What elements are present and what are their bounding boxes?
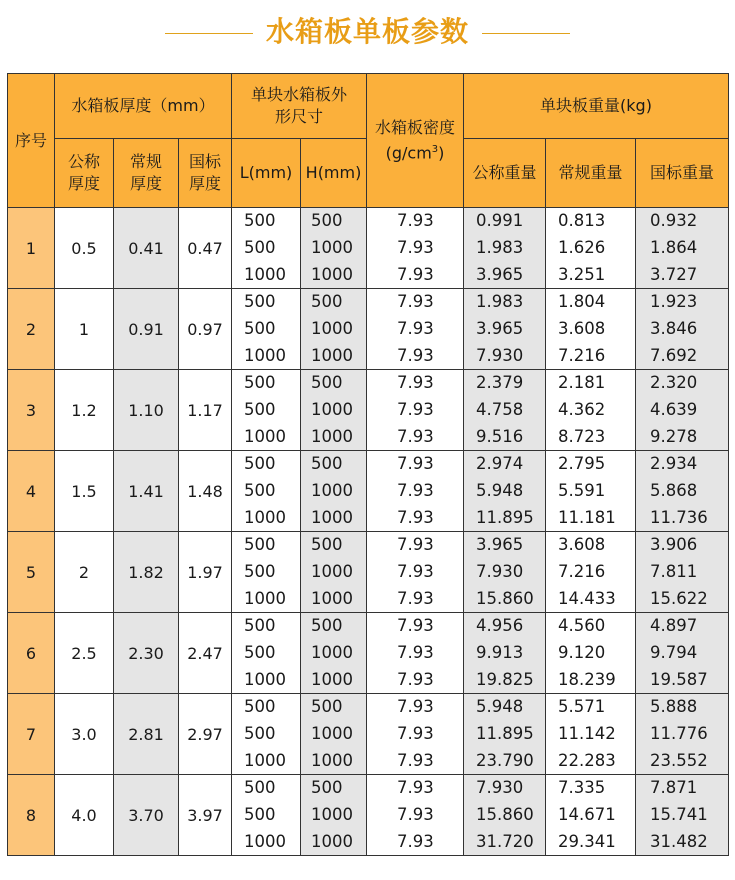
national-thickness-cell: 0.47 <box>179 208 232 289</box>
nominal-thickness-cell: 1.5 <box>55 451 114 532</box>
regular-weight-cell-value: 4.560 <box>558 616 606 636</box>
density-cell-value: 7.93 <box>397 399 434 419</box>
regular-weight-cell <box>546 451 636 532</box>
height-cell-value: 1000 <box>311 669 353 689</box>
nominal-weight-cell-value: 11.895 <box>476 507 534 527</box>
density-cell-value: 7.93 <box>397 723 434 743</box>
regular-weight-cell <box>546 532 636 613</box>
nominal-weight-cell <box>464 289 546 370</box>
national-weight-cell-value: 5.868 <box>650 480 698 500</box>
national-thickness-cell: 3.97 <box>179 775 232 856</box>
density-cell-value: 7.93 <box>397 480 434 500</box>
regular-thickness-cell: 1.10 <box>114 370 179 451</box>
header-size-group-label: 单块水箱板外形尺寸 <box>251 85 348 126</box>
density-cell-value: 7.93 <box>397 561 434 581</box>
regular-weight-cell-value: 3.608 <box>558 535 606 555</box>
national-weight-cell-value: 1.864 <box>650 237 698 257</box>
nominal-thickness-cell: 3.0 <box>55 694 114 775</box>
height-cell-value: 1000 <box>311 507 353 527</box>
national-weight-cell-value: 4.897 <box>650 616 698 636</box>
height-cell-value: 1000 <box>311 264 353 284</box>
height-cell <box>301 451 367 532</box>
length-cell-value: 500 <box>244 373 276 393</box>
height-cell <box>301 694 367 775</box>
height-cell <box>301 613 367 694</box>
height-cell-value: 500 <box>311 454 343 474</box>
table-row <box>8 451 729 532</box>
nominal-weight-cell <box>464 613 546 694</box>
length-cell-value: 500 <box>244 723 276 743</box>
length-cell <box>232 532 301 613</box>
height-cell-value: 1000 <box>311 750 353 770</box>
regular-weight-cell-value: 5.571 <box>558 697 606 717</box>
nominal-weight-cell-value: 3.965 <box>476 535 524 555</box>
density-cell <box>367 289 464 370</box>
national-weight-cell-value: 4.639 <box>650 399 698 419</box>
length-cell-value: 500 <box>244 697 276 717</box>
length-cell <box>232 694 301 775</box>
regular-weight-cell <box>546 208 636 289</box>
regular-weight-cell-value: 14.433 <box>558 588 616 608</box>
national-weight-cell-value: 1.923 <box>650 292 698 312</box>
nominal-weight-cell <box>464 208 546 289</box>
row-index: 1 <box>8 208 55 289</box>
header-density <box>367 74 464 208</box>
nominal-weight-cell-value: 3.965 <box>476 264 524 284</box>
row-index: 4 <box>8 451 55 532</box>
density-cell-value: 7.93 <box>397 588 434 608</box>
length-cell-value: 500 <box>244 237 276 257</box>
density-cell-value: 7.93 <box>397 454 434 474</box>
national-thickness-cell: 0.97 <box>179 289 232 370</box>
height-cell-value: 500 <box>311 535 343 555</box>
density-cell-value: 7.93 <box>397 697 434 717</box>
density-cell-value: 7.93 <box>397 345 434 365</box>
density-cell <box>367 694 464 775</box>
national-thickness-cell: 2.97 <box>179 694 232 775</box>
national-weight-cell-value: 3.906 <box>650 535 698 555</box>
national-weight-cell <box>636 532 729 613</box>
header-density-label: 水箱板密度 <box>375 117 456 137</box>
length-cell-value: 500 <box>244 561 276 581</box>
density-cell-value: 7.93 <box>397 264 434 284</box>
regular-weight-cell-value: 22.283 <box>558 750 616 770</box>
density-cell-value: 7.93 <box>397 669 434 689</box>
length-cell-value: 500 <box>244 292 276 312</box>
national-weight-cell-value: 15.622 <box>650 588 708 608</box>
nominal-weight-cell <box>464 370 546 451</box>
national-weight-cell <box>636 694 729 775</box>
density-cell-value: 7.93 <box>397 642 434 662</box>
header-nominal-weight: 公称重量 <box>464 139 546 208</box>
national-weight-cell-value: 9.794 <box>650 642 698 662</box>
length-cell-value: 1000 <box>244 426 286 446</box>
density-cell-value: 7.93 <box>397 318 434 338</box>
header-thickness-group: 水箱板厚度（mm） <box>55 74 232 139</box>
height-cell-value: 1000 <box>311 426 353 446</box>
density-cell-value: 7.93 <box>397 750 434 770</box>
nominal-weight-cell-value: 9.516 <box>476 426 524 446</box>
national-thickness-cell: 1.17 <box>179 370 232 451</box>
length-cell-value: 1000 <box>244 669 286 689</box>
length-cell <box>232 370 301 451</box>
table-row <box>8 370 729 451</box>
regular-weight-cell-value: 1.804 <box>558 292 606 312</box>
national-weight-cell-value: 7.871 <box>650 778 698 798</box>
height-cell-value: 500 <box>311 778 343 798</box>
nominal-thickness-cell: 1.2 <box>55 370 114 451</box>
density-cell-value: 7.93 <box>397 507 434 527</box>
regular-thickness-cell: 1.41 <box>114 451 179 532</box>
length-cell <box>232 451 301 532</box>
national-weight-cell-value: 19.587 <box>650 669 708 689</box>
length-cell-value: 1000 <box>244 831 286 851</box>
density-cell <box>367 208 464 289</box>
regular-weight-cell-value: 7.216 <box>558 345 606 365</box>
regular-weight-cell-value: 18.239 <box>558 669 616 689</box>
national-thickness-cell: 2.47 <box>179 613 232 694</box>
height-cell <box>301 532 367 613</box>
table-row <box>8 613 729 694</box>
regular-weight-cell-value: 9.120 <box>558 642 606 662</box>
regular-weight-cell-value: 1.626 <box>558 237 606 257</box>
height-cell-value: 1000 <box>311 588 353 608</box>
nominal-weight-cell <box>464 532 546 613</box>
nominal-weight-cell-value: 1.983 <box>476 237 524 257</box>
length-cell-value: 500 <box>244 642 276 662</box>
regular-weight-cell-value: 0.813 <box>558 211 606 231</box>
regular-weight-cell-value: 11.142 <box>558 723 616 743</box>
density-cell-value: 7.93 <box>397 373 434 393</box>
national-weight-cell <box>636 208 729 289</box>
height-cell-value: 1000 <box>311 561 353 581</box>
density-cell-value: 7.93 <box>397 211 434 231</box>
nominal-weight-cell-value: 0.991 <box>476 211 524 231</box>
length-cell-value: 1000 <box>244 264 286 284</box>
title-bar <box>0 0 735 70</box>
national-weight-cell-value: 5.888 <box>650 697 698 717</box>
height-cell-value: 1000 <box>311 237 353 257</box>
height-cell-value: 1000 <box>311 399 353 419</box>
table-row <box>8 208 729 289</box>
length-cell-value: 500 <box>244 778 276 798</box>
nominal-thickness-cell: 4.0 <box>55 775 114 856</box>
height-cell <box>301 208 367 289</box>
nominal-weight-cell <box>464 775 546 856</box>
row-index: 2 <box>8 289 55 370</box>
row-index: 3 <box>8 370 55 451</box>
national-weight-cell-value: 31.482 <box>650 831 708 851</box>
national-weight-cell-value: 11.736 <box>650 507 708 527</box>
height-cell-value: 500 <box>311 697 343 717</box>
header-length: L(mm) <box>232 139 301 208</box>
density-cell-value: 7.93 <box>397 292 434 312</box>
national-weight-cell-value: 15.741 <box>650 804 708 824</box>
nominal-weight-cell <box>464 451 546 532</box>
regular-weight-cell-value: 3.608 <box>558 318 606 338</box>
table-row <box>8 775 729 856</box>
density-cell <box>367 370 464 451</box>
nominal-weight-cell-value: 19.825 <box>476 669 534 689</box>
regular-thickness-cell: 3.70 <box>114 775 179 856</box>
regular-weight-cell-value: 2.795 <box>558 454 606 474</box>
nominal-weight-cell-value: 31.720 <box>476 831 534 851</box>
density-cell <box>367 532 464 613</box>
nominal-weight-cell-value: 23.790 <box>476 750 534 770</box>
regular-weight-cell <box>546 370 636 451</box>
density-cell-value: 7.93 <box>397 616 434 636</box>
national-thickness-cell: 1.97 <box>179 532 232 613</box>
regular-weight-cell-value: 3.251 <box>558 264 606 284</box>
regular-weight-cell-value: 11.181 <box>558 507 616 527</box>
table-row <box>8 289 729 370</box>
national-weight-cell-value: 3.727 <box>650 264 698 284</box>
regular-weight-cell-value: 14.671 <box>558 804 616 824</box>
height-cell-value: 1000 <box>311 831 353 851</box>
height-cell-value: 1000 <box>311 723 353 743</box>
nominal-weight-cell-value: 5.948 <box>476 480 524 500</box>
length-cell <box>232 775 301 856</box>
length-cell-value: 500 <box>244 535 276 555</box>
length-cell-value: 500 <box>244 480 276 500</box>
nominal-weight-cell-value: 1.983 <box>476 292 524 312</box>
density-cell-value: 7.93 <box>397 535 434 555</box>
national-weight-cell-value: 2.934 <box>650 454 698 474</box>
row-index: 6 <box>8 613 55 694</box>
header-size-group <box>232 74 367 139</box>
regular-thickness-cell: 2.30 <box>114 613 179 694</box>
density-cell-value: 7.93 <box>397 778 434 798</box>
regular-weight-cell-value: 29.341 <box>558 831 616 851</box>
height-cell-value: 500 <box>311 292 343 312</box>
header-regular-thickness: 常规厚度 <box>114 139 179 208</box>
regular-thickness-cell: 0.91 <box>114 289 179 370</box>
nominal-weight-cell-value: 5.948 <box>476 697 524 717</box>
height-cell <box>301 289 367 370</box>
nominal-thickness-cell: 1 <box>55 289 114 370</box>
national-weight-cell-value: 0.932 <box>650 211 698 231</box>
height-cell-value: 1000 <box>311 804 353 824</box>
height-cell-value: 1000 <box>311 642 353 662</box>
national-weight-cell <box>636 613 729 694</box>
national-thickness-cell: 1.48 <box>179 451 232 532</box>
title-divider-right <box>482 33 570 34</box>
height-cell-value: 500 <box>311 211 343 231</box>
nominal-weight-cell-value: 2.974 <box>476 454 524 474</box>
nominal-weight-cell-value: 15.860 <box>476 804 534 824</box>
header-nominal-thickness: 公称厚度 <box>55 139 114 208</box>
nominal-weight-cell-value: 9.913 <box>476 642 524 662</box>
density-cell <box>367 613 464 694</box>
nominal-weight-cell <box>464 694 546 775</box>
national-weight-cell-value: 9.278 <box>650 426 698 446</box>
height-cell <box>301 775 367 856</box>
national-weight-cell-value: 23.552 <box>650 750 708 770</box>
length-cell-value: 1000 <box>244 750 286 770</box>
national-weight-cell-value: 7.811 <box>650 561 698 581</box>
regular-thickness-cell: 1.82 <box>114 532 179 613</box>
regular-weight-cell-value: 5.591 <box>558 480 606 500</box>
row-index: 7 <box>8 694 55 775</box>
height-cell-value: 500 <box>311 373 343 393</box>
density-cell <box>367 775 464 856</box>
length-cell <box>232 613 301 694</box>
header-national-thickness: 国标厚度 <box>179 139 232 208</box>
height-cell-value: 1000 <box>311 480 353 500</box>
header-density-unit: $(g/cm^3)$ <box>385 143 445 163</box>
length-cell-value: 500 <box>244 616 276 636</box>
height-cell-value: 1000 <box>311 345 353 365</box>
table-row <box>8 694 729 775</box>
national-weight-cell-value: 2.320 <box>650 373 698 393</box>
national-weight-cell <box>636 370 729 451</box>
national-weight-cell <box>636 451 729 532</box>
nominal-weight-cell-value: 7.930 <box>476 778 524 798</box>
nominal-weight-cell-value: 4.758 <box>476 399 524 419</box>
national-weight-cell-value: 11.776 <box>650 723 708 743</box>
length-cell-value: 1000 <box>244 345 286 365</box>
regular-thickness-cell: 0.41 <box>114 208 179 289</box>
national-weight-cell <box>636 289 729 370</box>
header-height: H(mm) <box>301 139 367 208</box>
header-index: 序号 <box>8 74 55 208</box>
header-national-weight: 国标重量 <box>636 139 729 208</box>
length-cell-value: 500 <box>244 318 276 338</box>
nominal-thickness-cell: 2 <box>55 532 114 613</box>
height-cell <box>301 370 367 451</box>
nominal-thickness-cell: 2.5 <box>55 613 114 694</box>
regular-weight-cell <box>546 694 636 775</box>
regular-weight-cell <box>546 613 636 694</box>
header-regular-weight: 常规重量 <box>546 139 636 208</box>
nominal-weight-cell-value: 4.956 <box>476 616 524 636</box>
length-cell-value: 500 <box>244 399 276 419</box>
nominal-thickness-cell: 0.5 <box>55 208 114 289</box>
length-cell-value: 500 <box>244 454 276 474</box>
length-cell-value: 500 <box>244 211 276 231</box>
row-index: 5 <box>8 532 55 613</box>
regular-weight-cell-value: 4.362 <box>558 399 606 419</box>
regular-weight-cell <box>546 775 636 856</box>
density-cell-value: 7.93 <box>397 426 434 446</box>
nominal-weight-cell-value: 7.930 <box>476 345 524 365</box>
height-cell-value: 1000 <box>311 318 353 338</box>
regular-weight-cell-value: 8.723 <box>558 426 606 446</box>
density-cell-value: 7.93 <box>397 237 434 257</box>
regular-thickness-cell: 2.81 <box>114 694 179 775</box>
row-index: 8 <box>8 775 55 856</box>
regular-weight-cell <box>546 289 636 370</box>
length-cell <box>232 289 301 370</box>
header-weight-group: 单块板重量(kg) <box>464 74 729 139</box>
national-weight-cell <box>636 775 729 856</box>
nominal-weight-cell-value: 7.930 <box>476 561 524 581</box>
national-weight-cell-value: 7.692 <box>650 345 698 365</box>
height-cell-value: 500 <box>311 616 343 636</box>
length-cell <box>232 208 301 289</box>
table-row <box>8 532 729 613</box>
regular-weight-cell-value: 7.216 <box>558 561 606 581</box>
parameter-table <box>7 73 729 856</box>
density-cell <box>367 451 464 532</box>
nominal-weight-cell-value: 15.860 <box>476 588 534 608</box>
national-weight-cell-value: 3.846 <box>650 318 698 338</box>
length-cell-value: 500 <box>244 804 276 824</box>
nominal-weight-cell-value: 3.965 <box>476 318 524 338</box>
regular-weight-cell-value: 7.335 <box>558 778 606 798</box>
nominal-weight-cell-value: 2.379 <box>476 373 524 393</box>
density-cell-value: 7.93 <box>397 804 434 824</box>
regular-weight-cell-value: 2.181 <box>558 373 606 393</box>
length-cell-value: 1000 <box>244 507 286 527</box>
nominal-weight-cell-value: 11.895 <box>476 723 534 743</box>
density-cell-value: 7.93 <box>397 831 434 851</box>
length-cell-value: 1000 <box>244 588 286 608</box>
page-title: 水箱板单板参数 <box>265 15 469 48</box>
